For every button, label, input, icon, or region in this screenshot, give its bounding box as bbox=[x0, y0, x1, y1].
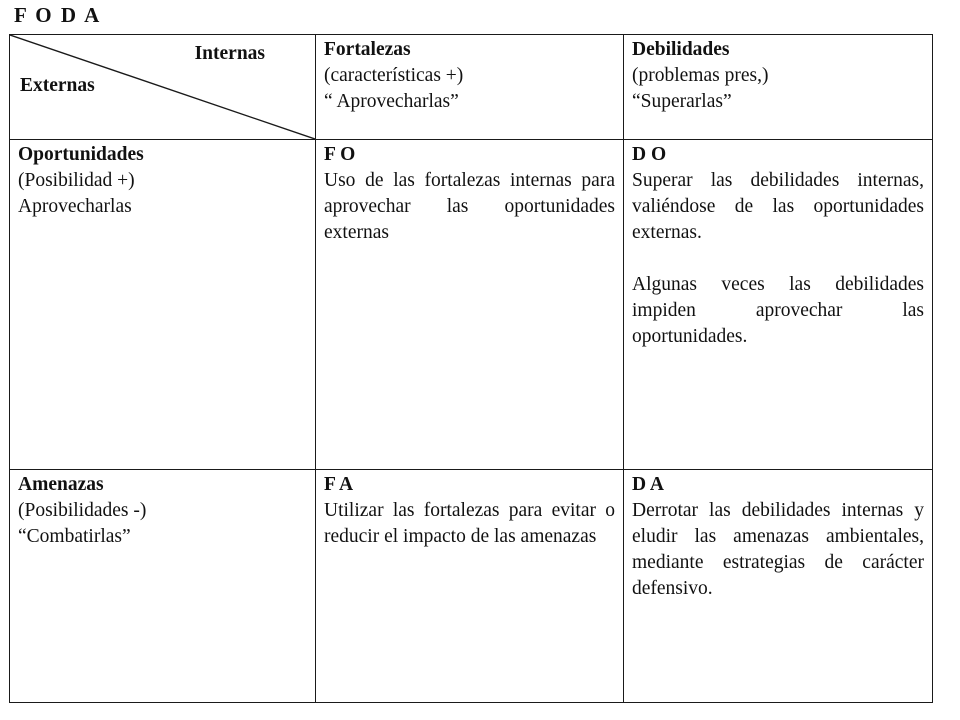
amenazas-subtitle: (Posibilidades -) bbox=[18, 500, 147, 521]
da-cell bbox=[624, 470, 933, 703]
fortalezas-subtitle: (características +) bbox=[324, 65, 464, 86]
debilidades-action: “Superarlas” bbox=[632, 91, 732, 112]
amenazas-header bbox=[10, 470, 316, 703]
fo-text: Uso de las fortalezas internas para aprovechar las oportunidades externas bbox=[324, 170, 615, 243]
foda-matrix bbox=[9, 34, 933, 703]
amenazas-row bbox=[10, 470, 933, 703]
oportunidades-subtitle: (Posibilidad +) bbox=[18, 170, 135, 191]
do-text-note: Algunas veces las debilidades impiden aprovechar las oportunidades. bbox=[632, 274, 924, 347]
fo-cell bbox=[316, 140, 624, 470]
debilidades-subtitle: (problemas pres,) bbox=[632, 65, 769, 86]
fo-code: F O bbox=[324, 144, 356, 165]
fortalezas-header bbox=[316, 35, 624, 140]
internas-label: Internas bbox=[194, 43, 265, 64]
da-code: D A bbox=[632, 474, 664, 495]
fortalezas-action: “ Aprovecharlas” bbox=[324, 91, 459, 112]
fa-code: F A bbox=[324, 474, 354, 495]
oportunidades-row bbox=[10, 140, 933, 470]
debilidades-label: Debilidades bbox=[632, 39, 730, 60]
corner-cell bbox=[10, 35, 316, 140]
oportunidades-action: Aprovecharlas bbox=[18, 196, 132, 217]
da-text: Derrotar las debilidades internas y eludir las amenazas ambientales, mediante estrategias de carácter defensivo. bbox=[632, 500, 924, 599]
do-code: D O bbox=[632, 144, 667, 165]
document-title: F O D A bbox=[14, 3, 102, 27]
do-text: Superar las debilidades internas, valiéndose de las oportunidades externas. bbox=[632, 170, 924, 243]
oportunidades-header bbox=[10, 140, 316, 470]
amenazas-action: “Combatirlas” bbox=[18, 526, 131, 547]
debilidades-header bbox=[624, 35, 933, 140]
fa-cell bbox=[316, 470, 624, 703]
externas-label: Externas bbox=[20, 75, 95, 96]
header-row bbox=[10, 35, 933, 140]
fa-text: Utilizar las fortalezas para evitar o reducir el impacto de las amenazas bbox=[324, 500, 615, 547]
oportunidades-label: Oportunidades bbox=[18, 144, 144, 165]
amenazas-label: Amenazas bbox=[18, 474, 104, 495]
fortalezas-label: Fortalezas bbox=[324, 39, 411, 60]
do-cell bbox=[624, 140, 933, 470]
